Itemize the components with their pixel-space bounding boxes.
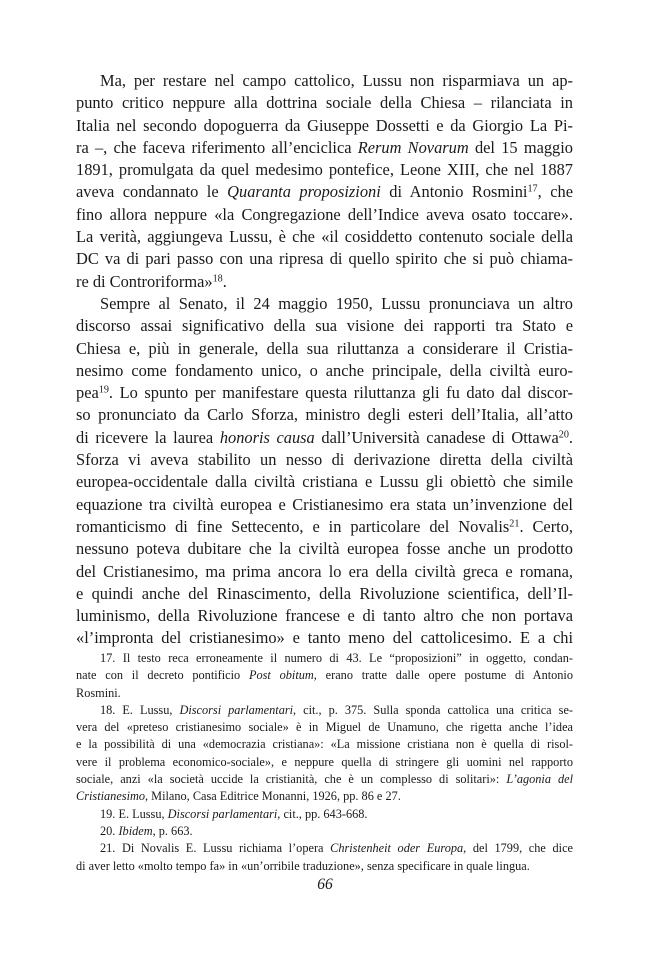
footnote-marker: 19	[98, 384, 109, 396]
footnote-line: 20. Ibidem, p. 663.	[100, 823, 193, 838]
text-line: del Cristianesimo, ma prima ancora lo era della civiltà greca e romana,	[76, 561, 573, 581]
text-line: Italia nel secondo dopoguerra da Giuseppe Dossetti e da Giorgio La Pi-	[76, 115, 573, 135]
text-line: Sforza vi aveva stabilito un nesso di derivazione diretta della civiltà	[76, 450, 573, 470]
text-line: romanticismo di fine Settecento, e in particolare del Novalis$^{21}$. Certo,	[76, 516, 573, 536]
page-number: 66	[317, 876, 333, 893]
text-line: Chiesa e, più in generale, della sua riluttanza a considerare il Cristia-	[76, 338, 573, 358]
text-line: europea-occidentale dalla civiltà cristiana e Lussu gli obiettò che simile	[76, 472, 573, 492]
footnote-line: nate con il decreto pontificio Post obitum, erano tratte dalle opere postume di Antonio	[76, 668, 573, 683]
footnote-line: 18. E. Lussu, Discorsi parlamentari, cit., p. 375. Sulla sponda cattolica una critica se-	[100, 702, 573, 717]
footnote-marker: 17	[527, 183, 538, 195]
footnote-marker: 18	[212, 273, 223, 285]
text-line: La verità, aggiungeva Lussu, è che «il cosiddetto contenuto sociale della	[76, 227, 573, 247]
footnote-line: 19. E. Lussu, Discorsi parlamentari, cit., pp. 643-668.	[100, 806, 368, 821]
main-text	[76, 70, 573, 650]
text-line: nesimo come fondamento unico, o anche principale, della civiltà euro-	[76, 360, 573, 380]
text-line: «l’impronta del cristianesimo» e tanto meno del cattolicesimo. E a chi	[76, 628, 573, 648]
footnote-line: Cristianesimo, Milano, Casa Editrice Monanni, 1926, pp. 86 e 27.	[76, 789, 401, 804]
footnote-marker: 21	[509, 518, 520, 530]
footnote-line: e la possibilità di una «democrazia cristiana»: «La missione cristiana non è quella di risol-	[76, 737, 573, 752]
footnote-line: Rosmini.	[76, 685, 121, 700]
footnote-line: di aver letto «molto tempo fa» in «un’orribile traduzione», senza specificare in quale lingua.	[76, 858, 530, 873]
text-line: pea$^{19}$. Lo spunto per manifestare questa riluttanza gli fu dato dal discor-	[76, 383, 573, 403]
text-line: di ricevere la laurea honoris causa dall’Università canadese di Ottawa$^{20}$.	[76, 427, 573, 447]
text-line: 1891, promulgata da quel medesimo pontefice, Leone XIII, che nel 1887	[76, 160, 573, 180]
text-line: Sempre al Senato, il 24 maggio 1950, Lussu pronunciava un altro	[100, 293, 573, 313]
text-line: aveva condannato le Quaranta proposizioni di Antonio Rosmini$^{17}$, che	[76, 182, 573, 202]
footnote-line: 21. Di Novalis E. Lussu richiama l’opera Christenheit oder Europa, del 1799, che dice	[100, 841, 573, 856]
text-line: Ma, per restare nel campo cattolico, Lussu non risparmiava un ap-	[100, 71, 573, 90]
footnote-line: 17. Il testo reca erroneamente il numero di 43. Le “proposizioni” in oggetto, condan-	[100, 651, 573, 665]
text-line: equazione tra civiltà europea e Cristianesimo era stata un’invenzione del	[76, 494, 573, 514]
footnote-line: sociale, anzi «la società uccide la cristianità, che è un complesso di solitari»: L’agonia del	[76, 772, 573, 787]
text-line: re di Controriforma»$^{18}$.	[76, 271, 227, 291]
text-line: punto critico neppure alla dottrina sociale della Chiesa – rilanciata in	[76, 93, 573, 113]
text-line: ra –, che faceva riferimento all’enciclica Rerum Novarum del 15 maggio	[76, 137, 573, 157]
text-line: e quindi anche del Rinascimento, della Rivoluzione scientifica, dell’Il-	[76, 583, 573, 603]
footnote-line: vere il problema economico-sociale», e neppure quella di stringere gli uomini nel rapporto	[76, 754, 573, 769]
footnote-line: vera del «preteso cristianesimo sociale» è in Miguel de Unamuno, che rigetta anche l’idea	[76, 720, 573, 735]
text-line: luminismo, della Rivoluzione francese e di tanto altro che non portava	[76, 606, 573, 626]
text-line: fino allora neppure «la Congregazione dell’Indice aveva osato toccare».	[76, 204, 573, 224]
footnotes	[76, 650, 573, 875]
footnote-marker: 20	[558, 429, 569, 441]
text-line: nessuno poteva dubitare che la civiltà europea fosse anche un prodotto	[76, 539, 573, 559]
text-line: DC va di pari passo con una ripresa di quello spirito che si può chiama-	[76, 249, 573, 269]
text-line: so pronunciato da Carlo Sforza, ministro degli esteri dell’Italia, all’atto	[76, 405, 573, 425]
text-line: discorso assai significativo della sua visione dei rapporti tra Stato e	[76, 316, 573, 336]
